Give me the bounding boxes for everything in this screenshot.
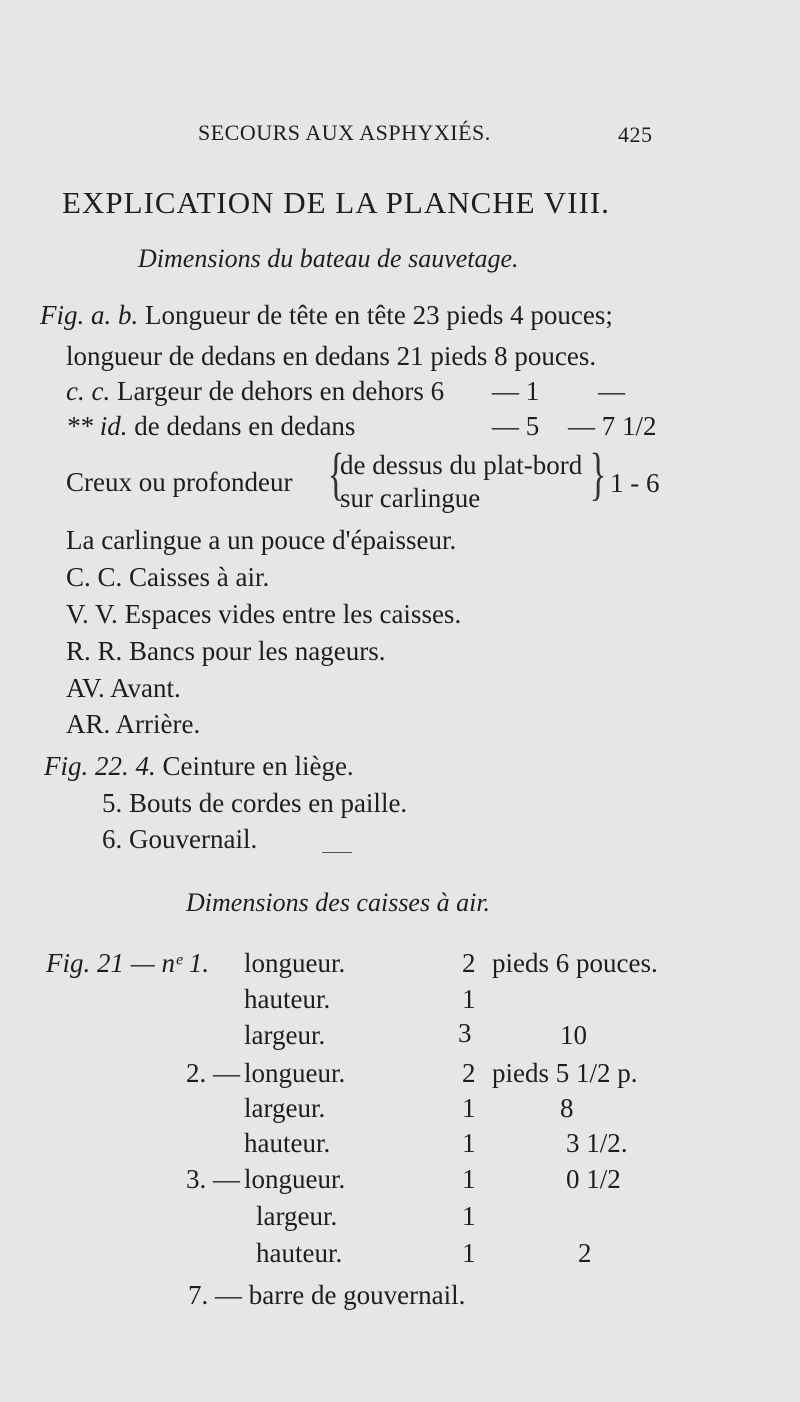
- row-value-a: 2: [462, 1058, 476, 1088]
- legend-item: [66, 601, 461, 628]
- row-value-a: 1: [462, 1201, 476, 1231]
- row-value-b: 10: [560, 1020, 587, 1050]
- row-value-a: 1: [462, 984, 476, 1014]
- legend-key: AV.: [66, 673, 105, 703]
- row-label: longueur.: [244, 1058, 346, 1088]
- legend-text: Avant.: [110, 673, 181, 703]
- section-heading-caissons: Dimensions des caisses à air.: [186, 888, 491, 917]
- row-value-b: pieds 5 1/2 p.: [492, 1058, 638, 1088]
- legend-item: [66, 675, 181, 702]
- legend-text: Espaces vides entre les caisses.: [124, 599, 462, 629]
- figure-ref: 5.: [102, 788, 123, 818]
- row-label: longueur.: [244, 1164, 346, 1194]
- dimension-text: Longueur de tête en tête 23 pieds 4 pouces;: [145, 300, 613, 330]
- fig22-text: Bouts de cordes en paille.: [129, 788, 408, 818]
- creux-option: de dessus du plat-bord: [340, 450, 583, 480]
- figure-ref: c. c.: [66, 376, 111, 406]
- fig22-item: [44, 753, 354, 780]
- legend-text: Caisses à air.: [129, 562, 270, 592]
- dimension-text: Largeur de dehors en dehors 6: [116, 376, 445, 406]
- row-value-a: 1: [462, 1093, 476, 1123]
- dimension-value: — 7 1/2: [568, 411, 657, 441]
- dimension-value: — 1: [492, 376, 540, 406]
- legend-key: AR.: [66, 709, 111, 739]
- row-label: hauteur.: [256, 1238, 343, 1268]
- right-brace-icon: }: [589, 441, 607, 506]
- row-label: largeur.: [244, 1020, 326, 1050]
- last-row: 7. — barre de gouvernail.: [188, 1280, 466, 1310]
- fig22-item: [102, 826, 257, 853]
- left-brace-icon: {: [327, 441, 345, 506]
- figure-ref: Fig. a. b.: [40, 300, 139, 330]
- creux-label: Creux ou profondeur: [66, 467, 293, 497]
- dimension-line: [66, 343, 596, 370]
- row-label: largeur.: [244, 1093, 326, 1123]
- row-label: hauteur.: [244, 984, 331, 1014]
- row-label: largeur.: [256, 1201, 338, 1231]
- row-label: longueur.: [244, 948, 346, 978]
- dimension-value: — 5: [492, 411, 540, 441]
- legend-text: Arrière.: [115, 709, 201, 739]
- section-heading-boat: Dimensions du bateau de sauvetage.: [138, 244, 519, 273]
- legend-key: V. V.: [66, 599, 118, 629]
- row-value-a: 3: [458, 1018, 472, 1048]
- figure-ref: 6.: [102, 824, 123, 854]
- row-value-a: 1: [462, 1128, 476, 1158]
- row-value-b: 2: [578, 1238, 592, 1268]
- row-value-b: pieds 6 pouces.: [492, 948, 658, 978]
- legend-text: Bancs pour les nageurs.: [129, 636, 386, 666]
- dimension-line: [66, 378, 444, 405]
- creux-value: 1 - 6: [610, 468, 660, 498]
- figure-ref: ** id.: [66, 411, 128, 441]
- row-value-b: 8: [560, 1093, 574, 1123]
- running-title: SECOURS AUX ASPHYXIÉS.: [198, 120, 491, 145]
- creux-option: sur carlingue: [340, 483, 481, 513]
- row-prefix: 2. —: [186, 1058, 240, 1088]
- dimension-text: longueur de dedans en dedans 21 pieds 8 pouces.: [66, 341, 597, 371]
- row-value-b: 0 1/2: [566, 1164, 621, 1194]
- row-value-a: 1: [462, 1238, 476, 1268]
- row-prefix: Fig. 21 — nᵉ 1.: [46, 948, 210, 978]
- row-value-a: 2: [462, 948, 476, 978]
- fig22-text: Ceinture en liège.: [162, 751, 354, 781]
- row-value-b: 3 1/2.: [566, 1128, 628, 1158]
- fig22-text: Gouvernail.: [129, 824, 258, 854]
- legend-key: C. C.: [66, 562, 123, 592]
- row-value-a: 1: [462, 1164, 476, 1194]
- carlingue-note: La carlingue a un pouce d'épaisseur.: [66, 525, 457, 555]
- fig22-item: [102, 790, 407, 817]
- row-label: hauteur.: [244, 1128, 331, 1158]
- separator-dash: [322, 852, 352, 853]
- legend-item: [66, 711, 200, 738]
- dimension-line: [66, 413, 355, 440]
- plate-title: EXPLICATION DE LA PLANCHE VIII.: [62, 185, 610, 220]
- legend-key: R. R.: [66, 636, 123, 666]
- page-number: 425: [618, 122, 653, 147]
- dimension-value: —: [598, 376, 625, 406]
- legend-item: [66, 638, 385, 665]
- dimension-text: de dedans en dedans: [134, 411, 356, 441]
- figure-ref: Fig. 22. 4.: [44, 751, 156, 781]
- row-prefix: 3. —: [186, 1164, 240, 1194]
- legend-item: [66, 564, 269, 591]
- dimension-line: [40, 302, 613, 329]
